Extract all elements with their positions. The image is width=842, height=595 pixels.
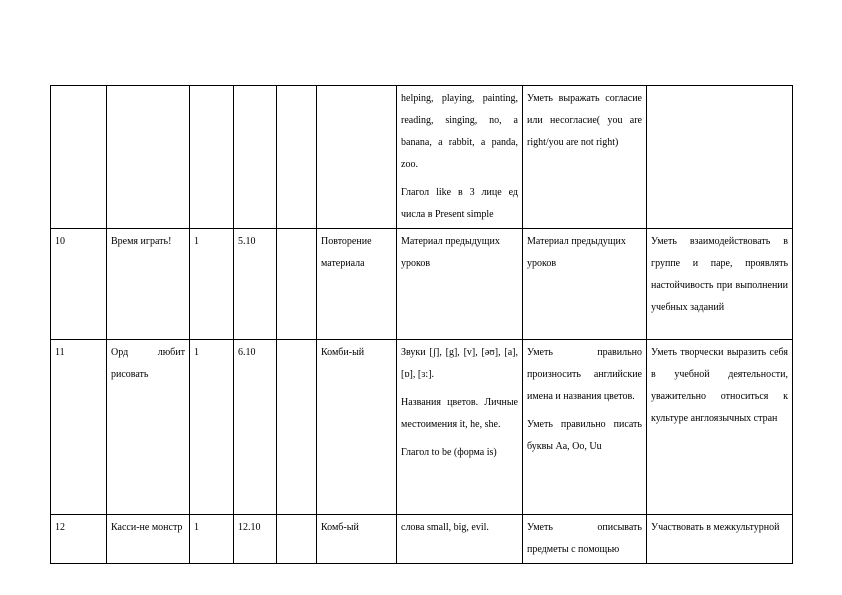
lesson-type-cell: Повторение материала	[317, 229, 397, 340]
actual-date-cell	[277, 86, 317, 229]
actual-date-cell	[277, 340, 317, 515]
content-cell	[397, 86, 523, 229]
content-paragraph: Глагол like в 3 лице ед числа в Present simple	[401, 187, 518, 220]
skills-cell	[523, 229, 647, 340]
lesson-number-cell	[51, 86, 107, 229]
content-cell	[397, 229, 523, 340]
content-paragraph: Названия цветов. Личные местоимения it, he, she.	[401, 397, 518, 430]
lesson-plan-table	[50, 85, 793, 564]
table-row	[51, 86, 793, 229]
skills-cell	[523, 86, 647, 229]
hours-cell: 1	[190, 515, 234, 564]
uud-cell	[647, 86, 793, 229]
uud-paragraph: Участвовать в межкультурной	[651, 522, 780, 533]
planned-date-cell: 6.10	[234, 340, 277, 515]
hours-cell: 1	[190, 340, 234, 515]
skills-paragraph: Уметь правильно произносить английские имена и названия цветов.	[527, 347, 642, 402]
lesson-topic-cell: Время играть!	[107, 229, 190, 340]
actual-date-cell	[277, 229, 317, 340]
lesson-type-cell	[317, 86, 397, 229]
content-paragraph: Звуки [ʃ], [g], [v], [əʊ], [a], [ɒ], [ɜ:].	[401, 347, 518, 380]
table-row	[51, 515, 793, 564]
skills-paragraph: Уметь правильно писать буквы Aa, Oo, Uu	[527, 419, 642, 452]
content-paragraph: Материал предыдущих уроков	[401, 236, 500, 269]
uud-paragraph: Уметь взаимодействовать в группе и паре, проявлять настойчивость при выполнении учебных заданий	[651, 236, 788, 313]
content-paragraph: helping, playing, painting, reading, singing, no, a banana, a rabbit, a panda, zoo.	[401, 93, 518, 170]
hours-cell	[190, 86, 234, 229]
skills-paragraph: Материал предыдущих уроков	[527, 236, 626, 269]
hours-cell: 1	[190, 229, 234, 340]
skills-paragraph: Уметь описывать предметы с помощью	[527, 522, 642, 555]
table-row	[51, 340, 793, 515]
skills-cell	[523, 340, 647, 515]
uud-cell	[647, 229, 793, 340]
lesson-topic-cell: Орд любит рисовать	[107, 340, 190, 515]
lesson-number-cell: 11	[51, 340, 107, 515]
content-cell	[397, 340, 523, 515]
content-paragraph: слова small, big, evil.	[401, 522, 489, 533]
skills-cell	[523, 515, 647, 564]
lesson-number-cell: 12	[51, 515, 107, 564]
lesson-number-cell: 10	[51, 229, 107, 340]
planned-date-cell	[234, 86, 277, 229]
uud-paragraph: Уметь творчески выразить себя в учебной деятельности, уважительно относиться к культуре англоязычных стран	[651, 347, 788, 424]
planned-date-cell: 5.10	[234, 229, 277, 340]
table-row	[51, 229, 793, 340]
content-paragraph: Глагол to be (форма is)	[401, 447, 497, 458]
uud-cell	[647, 340, 793, 515]
planned-date-cell: 12.10	[234, 515, 277, 564]
lesson-topic-cell	[107, 86, 190, 229]
lesson-type-cell: Комби-ый	[317, 340, 397, 515]
skills-paragraph: Уметь выражать согласие или несогласие( you are right/you are not right)	[527, 93, 642, 148]
uud-cell	[647, 515, 793, 564]
actual-date-cell	[277, 515, 317, 564]
lesson-topic-cell: Касси-не монстр	[107, 515, 190, 564]
lesson-type-cell: Комб-ый	[317, 515, 397, 564]
content-cell	[397, 515, 523, 564]
